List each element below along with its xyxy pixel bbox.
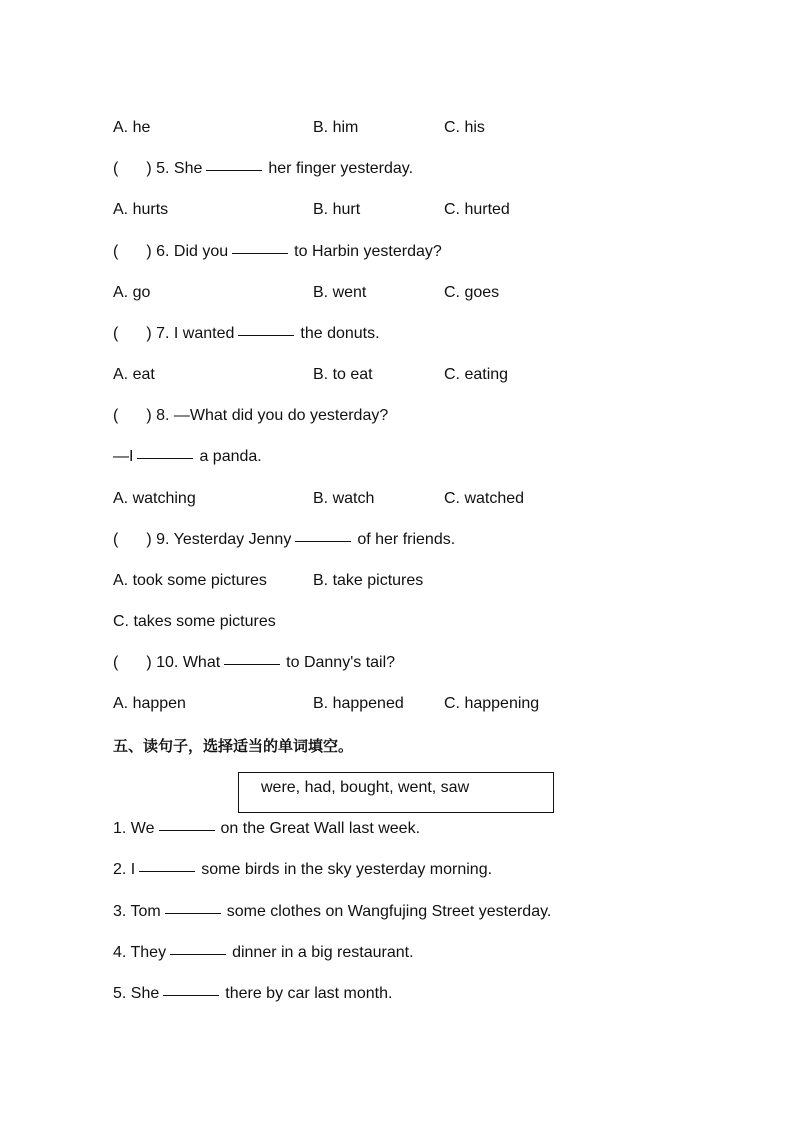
option-a: A. he: [113, 119, 151, 136]
question-7: [113, 323, 380, 345]
option-a: A. took some pictures: [113, 572, 267, 589]
answer-paren-close: ): [146, 407, 152, 424]
answer-paren-close: ): [146, 243, 152, 260]
question-text-pre: Did you: [173, 243, 229, 260]
question-6: [113, 241, 442, 263]
question-number: 10.: [156, 654, 179, 671]
option-c: C. takes some pictures: [113, 613, 276, 630]
option-c: C. hurted: [444, 201, 510, 218]
question-10: [113, 652, 395, 674]
answer-blank: [139, 870, 195, 872]
item-number: 3.: [113, 903, 127, 920]
item-text-pre: She: [130, 985, 160, 1002]
answer-blank: [137, 457, 193, 459]
item-text-post: on the Great Wall last week.: [220, 820, 421, 837]
option-a: A. go: [113, 284, 151, 301]
answer-blank: [232, 252, 288, 254]
answer-blank: [295, 540, 351, 542]
question-text-pre: I wanted: [173, 325, 235, 342]
answer-blank: [163, 994, 219, 996]
answer-paren-close: ): [146, 160, 152, 177]
question-8-reply: [113, 446, 262, 468]
item-number: 1.: [113, 820, 127, 837]
item-text-post: some clothes on Wangfujing Street yesterday.: [226, 903, 552, 920]
question-number: 5.: [156, 160, 170, 177]
question-text-pre: Yesterday Jenny: [173, 531, 292, 548]
answer-blank: [206, 169, 262, 171]
question-number: 8.: [156, 407, 170, 424]
question-text-post: her finger yesterday.: [268, 160, 414, 177]
answer-paren-open: (: [113, 160, 119, 177]
answer-paren-close: ): [146, 325, 152, 342]
answer-paren-open: (: [113, 243, 119, 260]
option-b: B. hurt: [313, 201, 361, 218]
item-number: 2.: [113, 861, 127, 878]
answer-paren-open: (: [113, 407, 119, 424]
question-text: —What did you do yesterday?: [173, 407, 389, 424]
option-c: C. watched: [444, 490, 525, 507]
answer-blank: [238, 334, 294, 336]
option-c: C. his: [444, 119, 485, 136]
question-number: 6.: [156, 243, 170, 260]
question-text-pre: What: [182, 654, 221, 671]
option-b: B. watch: [313, 490, 375, 507]
section-title: 五、读句子，选择适当的单词填空。: [113, 737, 354, 755]
reply-text-post: a panda.: [199, 448, 262, 465]
item-text-post: dinner in a big restaurant.: [232, 944, 414, 961]
item-text-post: there by car last month.: [225, 985, 393, 1002]
question-number: 7.: [156, 325, 170, 342]
item-text-pre: They: [130, 944, 167, 961]
fill-item-3: [113, 901, 551, 923]
answer-blank: [224, 663, 280, 665]
question-text-post: to Harbin yesterday?: [294, 243, 442, 260]
answer-blank: [165, 912, 221, 914]
answer-paren-open: (: [113, 654, 119, 671]
question-text-pre: She: [173, 160, 203, 177]
option-a: A. hurts: [113, 201, 169, 218]
answer-blank: [170, 953, 226, 955]
answer-paren-close: ): [146, 531, 152, 548]
item-number: 4.: [113, 944, 127, 961]
answer-paren-open: (: [113, 325, 119, 342]
option-b: B. him: [313, 119, 359, 136]
reply-text-pre: —I: [113, 448, 134, 465]
item-text-post: some birds in the sky yesterday morning.: [201, 861, 493, 878]
question-text-post: to Danny's tail?: [286, 654, 396, 671]
word-bank-text: were, had, bought, went, saw: [261, 779, 470, 796]
item-text-pre: We: [130, 820, 155, 837]
question-number: 9.: [156, 531, 170, 548]
fill-item-1: [113, 818, 420, 840]
option-c: C. happening: [444, 695, 540, 712]
question-8: [113, 405, 388, 427]
option-a: A. happen: [113, 695, 186, 712]
option-c: C. eating: [444, 366, 509, 383]
option-a: A. eat: [113, 366, 155, 383]
answer-paren-open: (: [113, 531, 119, 548]
fill-item-5: [113, 983, 392, 1005]
fill-item-4: [113, 942, 414, 964]
option-b: B. take pictures: [313, 572, 424, 589]
item-number: 5.: [113, 985, 127, 1002]
option-c: C. goes: [444, 284, 500, 301]
option-b: B. went: [313, 284, 367, 301]
question-9: [113, 529, 455, 551]
option-a: A. watching: [113, 490, 196, 507]
item-text-pre: Tom: [130, 903, 161, 920]
question-text-post: of her friends.: [357, 531, 456, 548]
option-b: B. happened: [313, 695, 404, 712]
question-5: [113, 158, 413, 180]
option-b: B. to eat: [313, 366, 373, 383]
answer-paren-close: ): [146, 654, 152, 671]
word-bank-box: [238, 772, 554, 813]
answer-blank: [159, 829, 215, 831]
question-text-post: the donuts.: [300, 325, 380, 342]
fill-item-2: [113, 859, 492, 881]
item-text-pre: I: [130, 861, 136, 878]
